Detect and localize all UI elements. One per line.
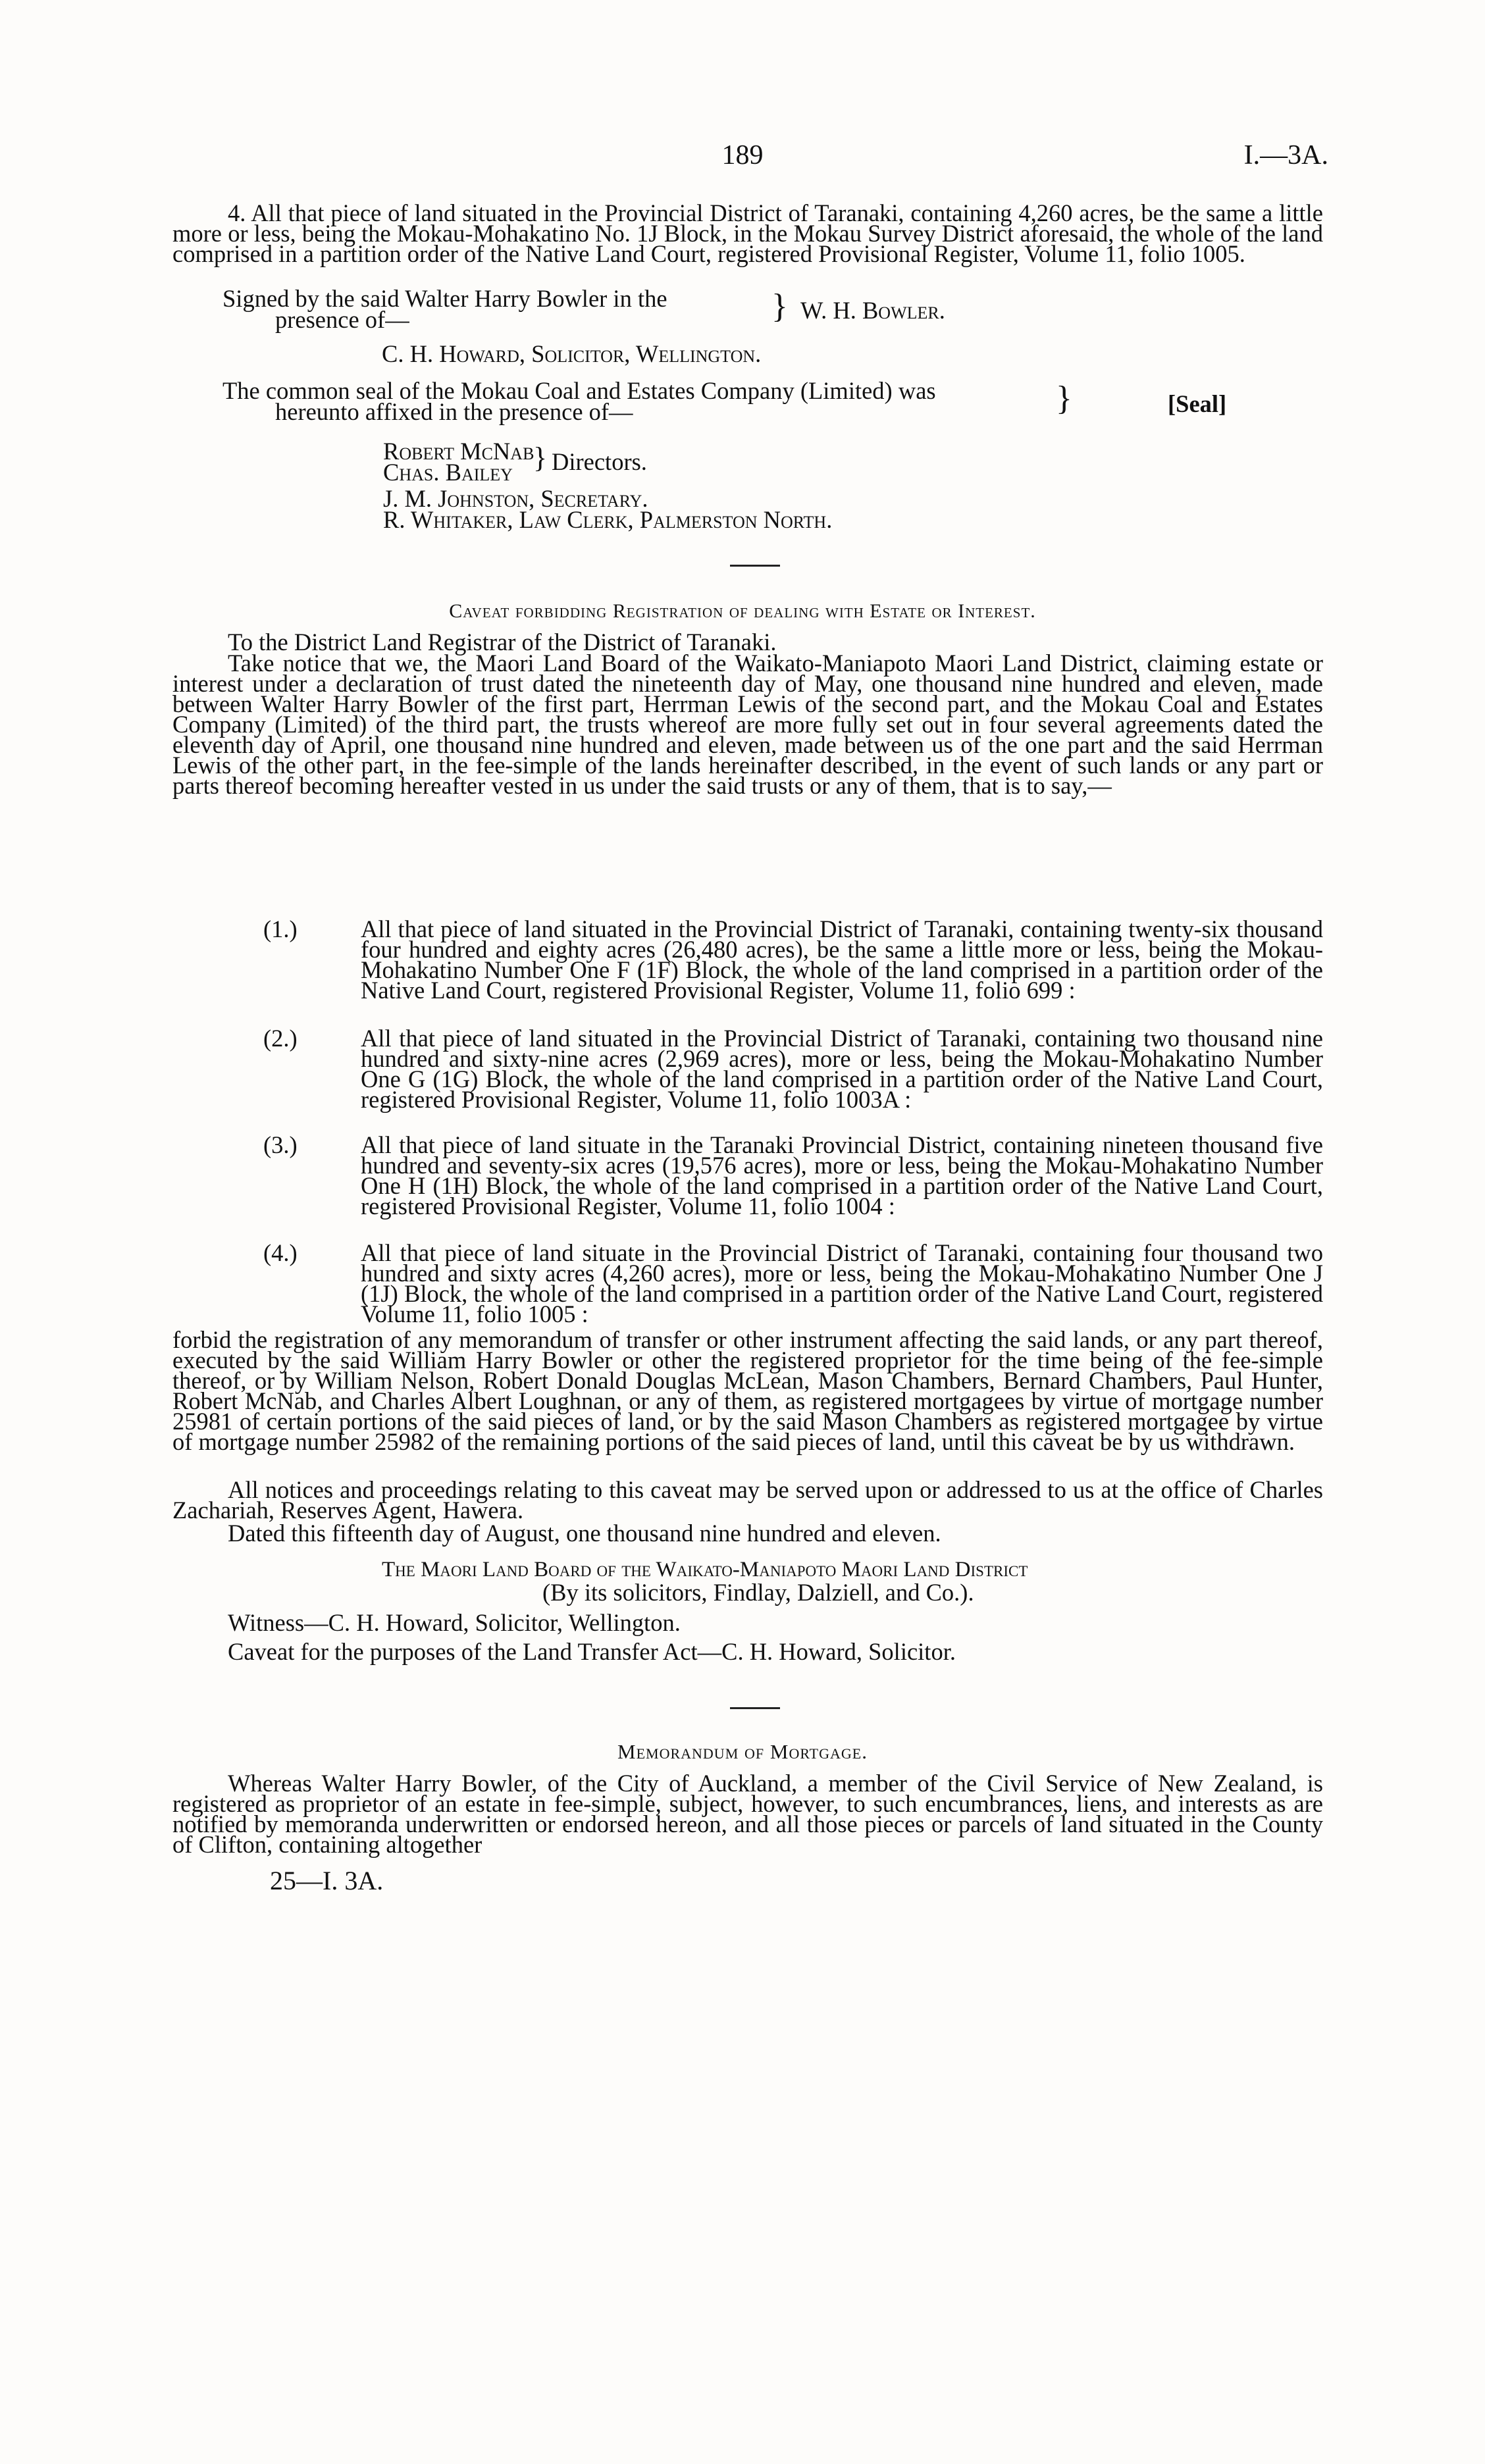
item-text: All that piece of land situated in the Provincial District of Taranaki, containing twenty-six thousand four hundred and eighty acres (26,480 acres), be the same a little more or less, being the Mokau-Mohakatino Number One F (1F) Block, the whole of the land comprised in a partition order of the Native Land Court, registered Provisional Register, Volume 11, folio 699 : — [361, 915, 1323, 1004]
signature-mark: 25—I. 3A. — [270, 1866, 384, 1895]
mortgage-paragraph: Whereas Walter Harry Bowler, of the City of Auckland, a member of the Civil Service of New Zealand, is registered as proprietor of an estate in fee-simple, subject, however, to such encumbrances, liens, and interests as are notified by memoranda underwritten or endorsed hereon, and all those pieces or parcels of land situated in the County of Clifton, containing altogether — [172, 1770, 1323, 1858]
bowler-signature: W. H. Bowler. — [800, 297, 945, 324]
directors-brace: } — [533, 442, 548, 474]
seal-line-2: hereunto affixed in the presence of— — [275, 398, 633, 425]
page-reference: I.—3A. — [1243, 140, 1328, 170]
caveat-notice-paragraph: Take notice that we, the Maori Land Board of the Waikato-Maniapoto Maori Land District, claiming estate or interest under a declaration of trust dated the nineteenth day of May, one thousand nine hundred and eleven, made between Walter Harry Bowler of the first part, Herrman Lewis of the second part, and the Mokau Coal and Estates Company (Limited) of the third part, the trusts whereof are more fully set out in four several agreements dated the eleventh day of April, one thousand nine hundred and eleven, made between us of the one part and the said Herrman Lewis of the other part, in the fee-simple of the lands hereinafter described, in the event of such lands or any part or parts thereof becoming hereafter vested in us under the said trusts or any of them, that is to say,— — [172, 650, 1323, 799]
howard-witness: C. H. Howard, Solicitor, Wellington. — [382, 340, 762, 367]
director-bailey: Chas. Bailey — [383, 459, 513, 486]
caveat-addressee: To the District Land Registrar of the District of Taranaki. — [228, 629, 777, 655]
forbid-paragraph: forbid the registration of any memorandum of transfer or other instrument affecting the said lands, or any part thereof, executed by the said William Harry Bowler or other the registered proprietor for the time being of the fee-simple thereof, or by William Nelson, Robert Donald Douglas McLean, Mason Chambers, Bernard Chambers, Paul Hunter, Robert McNab, and Charles Albert Loughnan, or any of them, as registered mortgagees by virtue of mortgage number 25981 of certain portions of the said pieces of land, or by the said Mason Chambers as registered mortgagee by virtue of mortgage number 25982 of the remaining portions of the said pieces of land, until this caveat be by us withdrawn. — [172, 1326, 1323, 1455]
seal-line-1: The common seal of the Mokau Coal and Estates Company (Limited) was — [222, 377, 936, 404]
signing-brace: } — [771, 288, 788, 325]
law-clerk-line: R. Whitaker, Law Clerk, Palmerston North. — [383, 506, 833, 533]
caveat-purpose: Caveat for the purposes of the Land Transfer Act—C. H. Howard, Solicitor. — [228, 1638, 956, 1665]
company-seal: [Seal] — [1168, 390, 1227, 417]
item-number: (1.) — [263, 915, 298, 942]
section-divider — [730, 565, 780, 567]
board-solicitors: (By its solicitors, Findlay, Dalziell, and Co.). — [542, 1579, 974, 1606]
item-text: All that piece of land situate in the Taranaki Provincial District, containing nineteen thousand five hundred and seventy-six acres (19,576 acres), more or less, being the Mokau-Mohakatino Number One H (1H) Block, the whole of the land comprised in a partition order of the Native Land Court, registered Provisional Register, Volume 11, folio 1004 : — [361, 1131, 1323, 1219]
land-item — [263, 1131, 1323, 1219]
item-number: (4.) — [263, 1239, 298, 1266]
land-item — [263, 1239, 1323, 1327]
page-number: 189 — [721, 140, 764, 170]
item-text: All that piece of land situate in the Provincial District of Taranaki, containing four thousand two hundred and sixty acres (4,260 acres), more or less, being the Mokau-Mohakatino Number One J (1J) Block, the whole of the land comprised in a partition order of the Native Land Court, registered Volume 11, folio 1005 : — [361, 1239, 1323, 1327]
item-number: (2.) — [263, 1025, 298, 1052]
land-item — [263, 915, 1323, 1004]
dated-line: Dated this fifteenth day of August, one thousand nine hundred and eleven. — [228, 1520, 941, 1547]
item-number: (3.) — [263, 1131, 298, 1158]
clause-4-paragraph: 4. All that piece of land situated in the Provincial District of Taranaki, containing 4,260 acres, be the same a little more or less, being the Mokau-Mohakatino No. 1J Block, in the Mokau Survey District aforesaid, the whole of the land comprised in a partition order of the Native Land Court, registered Provisional Register, Volume 11, folio 1005. — [172, 199, 1323, 267]
item-text: All that piece of land situated in the Provincial District of Taranaki, containing two thousand nine hundred and sixty-nine acres (2,969 acres), more or less, being the Mokau-Mohakatino Number One G (1G) Block, the whole of the land comprised in a partition order of the Native Land Court, registered Provisional Register, Volume 11, folio 1003A : — [361, 1025, 1323, 1113]
director-mcnab: Robert McNab — [383, 438, 534, 465]
notices-paragraph: All notices and proceedings relating to this caveat may be served upon or addressed to us at the office of Charles Zachariah, Reserves Agent, Hawera. — [172, 1476, 1323, 1524]
mortgage-heading: Memorandum of Mortgage. — [617, 1740, 868, 1763]
secretary-line: J. M. Johnston, Secretary. — [383, 485, 648, 512]
directors-label: Directors. — [552, 448, 647, 475]
caveat-witness: Witness—C. H. Howard, Solicitor, Wellington. — [228, 1609, 681, 1636]
land-item — [263, 1025, 1323, 1113]
seal-brace: } — [1056, 380, 1072, 417]
section-divider — [730, 1707, 780, 1709]
caveat-heading: Caveat forbidding Registration of dealing with Estate or Interest. — [449, 600, 1036, 622]
signing-line-1: Signed by the said Walter Harry Bowler in the — [222, 285, 667, 312]
maori-land-board: The Maori Land Board of the Waikato-Maniapoto Maori Land District — [382, 1558, 1028, 1581]
signing-line-2: presence of— — [275, 306, 409, 333]
